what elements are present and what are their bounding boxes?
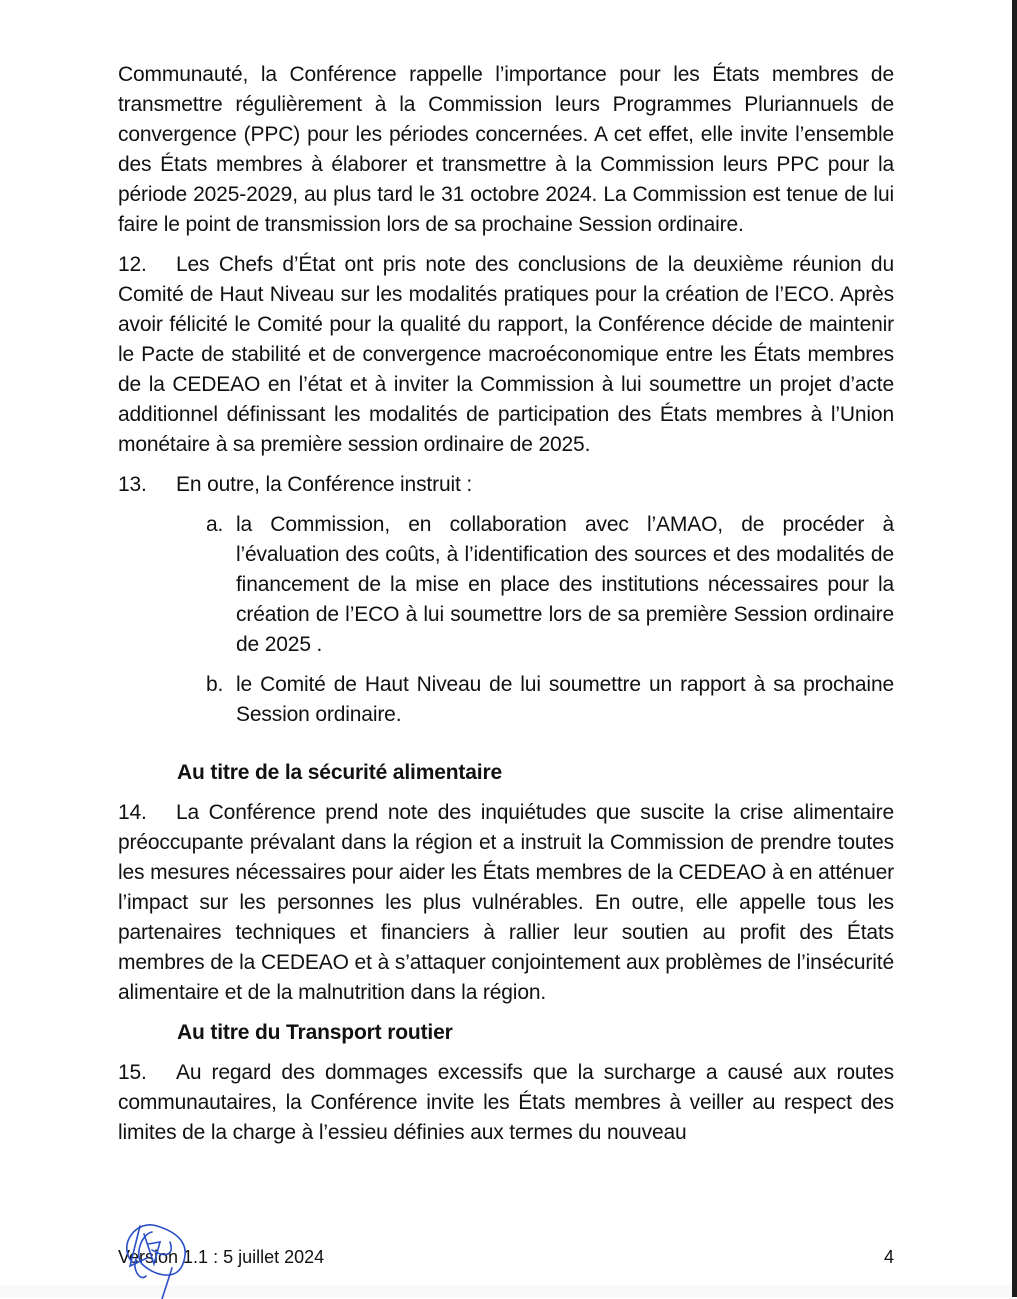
paragraph-14 <box>118 798 894 1008</box>
sub-item-letter: a. <box>206 513 224 536</box>
window-edge <box>1012 0 1017 1297</box>
paragraph-11-continued <box>118 60 894 240</box>
sub-item-b <box>118 670 894 730</box>
paragraph-text: Communauté, la Conférence rappelle l’importance pour les États membres de transmettre régulièrement à la Commission leurs Programmes Pluriannuels de convergence (PPC) pour les périodes concernées. A cet effet, elle invite l’ensemble des États membres à élaborer et transmettre à la Commission leurs PPC pour la période 2025-2029, au plus tard le 31 octobre 2024. La Commission est tenue de lui faire le point de transmission lors de sa prochaine Session ordinaire. <box>118 63 894 236</box>
sub-item-text: le Comité de Haut Niveau de lui soumettre un rapport à sa prochaine Session ordinaire. <box>236 673 894 726</box>
footer-version: Version 1.1 : 5 juillet 2024 <box>118 1247 325 1267</box>
section-heading-road-transport: Au titre du Transport routier <box>177 1021 453 1044</box>
signature-icon <box>112 1214 202 1299</box>
paragraph-number: 15. <box>118 1061 147 1084</box>
paragraph-text: Les Chefs d’État ont pris note des conclusions de la deuxième réunion du Comité de Haut Niveau sur les modalités pratiques pour la création de l’ECO. Après avoir félicité le Comité pour la qualité du rapport, la Conférence décide de maintenir le Pacte de stabilité et de convergence macroéconomique entre les États membres de la CEDEAO en l’état et à inviter la Commission à lui soumettre un projet d’acte additionnel définissant les modalités de participation des États membres à l’Union monétaire à sa première session ordinaire de 2025. <box>118 253 894 456</box>
paragraph-number: 13. <box>118 473 147 496</box>
sub-item-letter: b. <box>206 673 224 696</box>
paragraph-13 <box>118 470 894 500</box>
sub-list-13 <box>118 510 894 730</box>
paragraph-12 <box>118 250 894 460</box>
paragraph-text: Au regard des dommages excessifs que la surcharge a causé aux routes communautaires, la Conférence invite les États membres à veiller au respect des limites de la charge à l’essieu définies aux termes du nouveau <box>118 1061 894 1144</box>
paragraph-text: En outre, la Conférence instruit : <box>176 473 473 496</box>
paragraph-15 <box>118 1058 894 1148</box>
paragraph-text: La Conférence prend note des inquiétudes que suscite la crise alimentaire préoccupante prévalant dans la région et a instruit la Commission de prendre toutes les mesures nécessaires pour aider les États membres de la CEDEAO à en atténuer l’impact sur les personnes les plus vulnérables. En outre, elle appelle tous les partenaires techniques et financiers à rallier leur soutien au profit des États membres de la CEDEAO et à s’attaquer conjointement aux problèmes de l’insécurité alimentaire et de la malnutrition dans la région. <box>118 801 894 1004</box>
page-number: 4 <box>884 1247 895 1267</box>
document-page <box>118 60 894 1158</box>
paragraph-number: 12. <box>118 253 147 276</box>
paragraph-number: 14. <box>118 801 147 824</box>
sub-item-a <box>118 510 894 660</box>
section-heading-food-security: Au titre de la sécurité alimentaire <box>177 761 503 784</box>
sub-item-text: la Commission, en collaboration avec l’AMAO, de procéder à l’évaluation des coûts, à l’identification des sources et des modalités de financement de la mise en place des institutions nécessaires pour la création de l’ECO à lui soumettre lors de sa première Session ordinaire de 2025 . <box>236 513 894 656</box>
